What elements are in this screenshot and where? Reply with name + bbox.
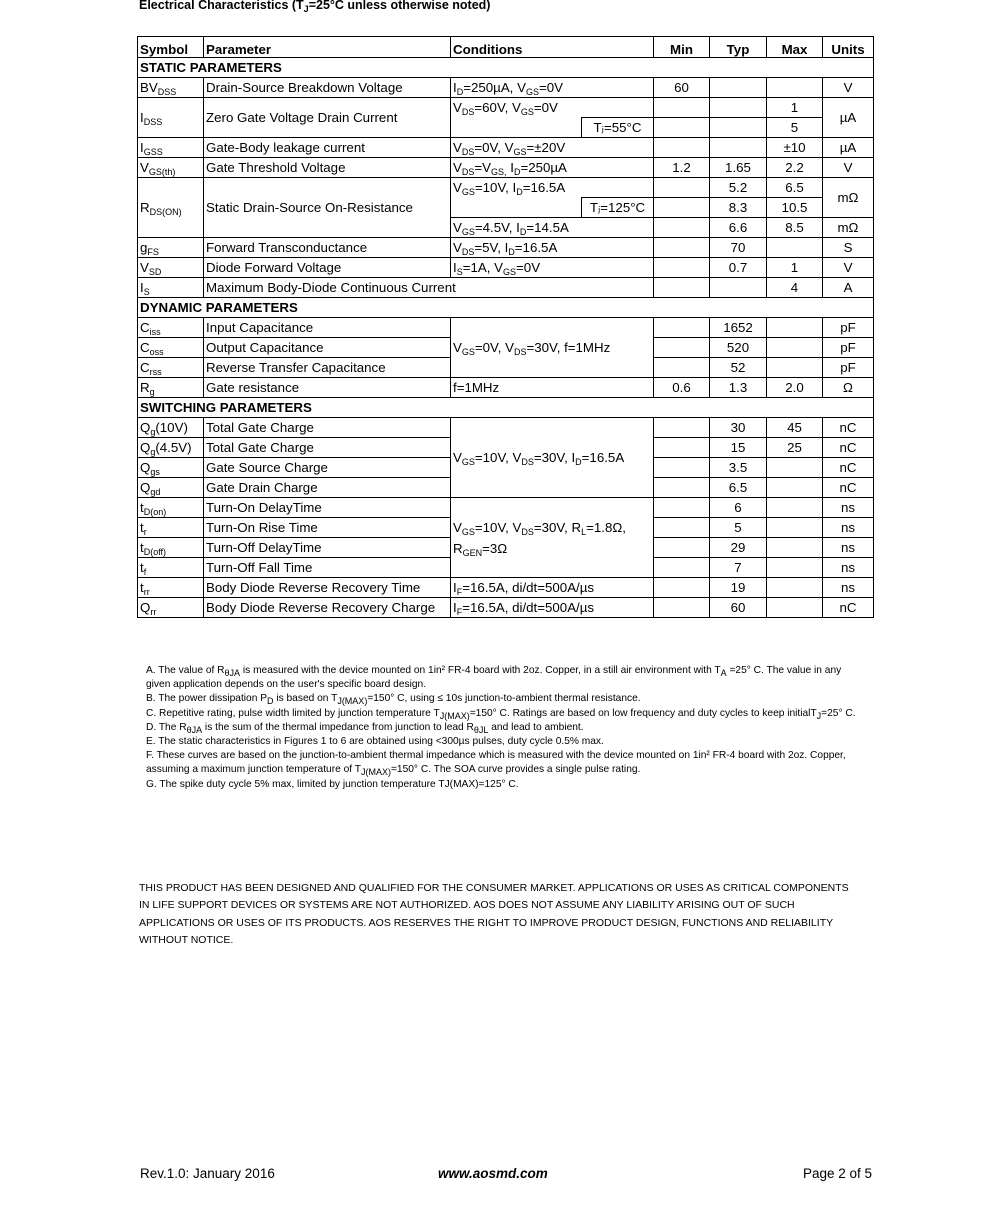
unit-coss: pF	[823, 338, 874, 358]
note-b: B. The power dissipation $P_D$ is based on $T_{J(MAX)}=150^\circ$ C, using ≤ 10s junction-to-ambient thermal resistance.	[146, 693, 641, 707]
max-rg: 2.0	[767, 378, 823, 398]
unit-qgd: nC	[823, 478, 874, 498]
param-is: Maximum Body-Diode Continuous Current	[204, 278, 654, 298]
table-row	[138, 278, 874, 298]
table-row	[138, 158, 874, 178]
unit-qg45: nC	[823, 438, 874, 458]
typ-qgd: 6.5	[710, 478, 767, 498]
typ-gfs: 70	[710, 238, 767, 258]
param-idss: Zero Gate Voltage Drain Current	[204, 98, 451, 138]
cond-capacitance: $V_{GS}=0V$, $V_{DS}=30V$, f=1MHz	[451, 318, 654, 378]
disclaimer: THIS PRODUCT HAS BEEN DESIGNED AND QUALIFIED FOR THE CONSUMER MARKET. APPLICATIONS OR USES AS CRITICAL COMPONENTS IN LIFE SUPPORT DEVICES OR SYSTEMS ARE NOT AUTHORIZED. AOS DOES NOT ASSUME ANY LIABILITY ARISING OUT OF SUCH APPLICATIONS OR USES OF ITS PRODUCTS. AOS RESERVES THE RIGHT TO IMPROVE PRODUCT DESIGN, FUNCTIONS AND RELIABILITY WITHOUT NOTICE.	[139, 882, 849, 946]
param-tr: Turn-On Rise Time	[204, 518, 451, 538]
param-vsd: Diode Forward Voltage	[204, 258, 451, 278]
note-d: D. The $R_{\theta JA}$ is the sum of the thermal impedance from junction to lead $R_{\theta JL}$ and lead to ambient.	[146, 721, 584, 735]
note-c: C. Repetitive rating, pulse width limited by junction temperature $T_{J(MAX)}=150^\circ$ C. Ratings are based on low frequency and duty cycles to keep initialT$_J$=25° C.	[146, 707, 856, 721]
cond-qrr: $I_F=16.5A$, di/dt=500A/µs	[451, 598, 654, 618]
typ-tr: 5	[710, 518, 767, 538]
unit-trr: ns	[823, 578, 874, 598]
symbol-idss: $I_{DSS}$	[138, 98, 204, 138]
param-gfs: Forward Transconductance	[204, 238, 451, 258]
note-a: A. The value of $R_{\theta JA}$ is measured with the device mounted on 1in² FR-4 board with 2oz. Copper, in a still air environment with $T_A =25^\circ$ C. The value in any given application depends on the user's specific board design.	[146, 665, 842, 691]
section-dynamic: DYNAMIC PARAMETERS	[138, 298, 874, 318]
table-header-row	[138, 37, 874, 58]
max-rdson-2: 10.5	[767, 198, 823, 218]
unit-qg10: nC	[823, 418, 874, 438]
unit-vgsth: V	[823, 158, 874, 178]
unit-tdoff: ns	[823, 538, 874, 558]
symbol-tf: $t_f$	[138, 558, 204, 578]
symbol-coss: $C_{oss}$	[138, 338, 204, 358]
symbol-trr: $t_{rr}$	[138, 578, 204, 598]
typ-qg45: 15	[710, 438, 767, 458]
electrical-characteristics-table	[137, 36, 874, 618]
cond-gate-charge: $V_{GS}=10V$, $V_{DS}=30V$, $I_D=16.5A$	[451, 418, 654, 498]
symbol-qgs: $Q_{gs}$	[138, 458, 204, 478]
max-rdson-1: 6.5	[767, 178, 823, 198]
max-idss-2: 5	[767, 118, 823, 138]
table-row	[138, 98, 874, 118]
cond-trr: $I_F=16.5A$, di/dt=500A/µs	[451, 578, 654, 598]
symbol-qrr: $Q_{rr}$	[138, 598, 204, 618]
header-units: Units	[823, 37, 874, 58]
note-e: E. The static characteristics in Figures 1 to 6 are obtained using <300µs pulses, duty cycle 0.5% max.	[146, 736, 604, 748]
footnotes	[146, 664, 866, 792]
table-row	[138, 138, 874, 158]
symbol-rdson: $R_{DS(ON)}$	[138, 178, 204, 238]
symbol-vsd: $V_{SD}$	[138, 258, 204, 278]
unit-igss: µA	[823, 138, 874, 158]
header-max: Max	[767, 37, 823, 58]
max-qg45: 25	[767, 438, 823, 458]
symbol-igss: $I_{GSS}$	[138, 138, 204, 158]
unit-idss: µA	[823, 98, 874, 138]
unit-tf: ns	[823, 558, 874, 578]
param-qg10: Total Gate Charge	[204, 418, 451, 438]
symbol-tdon: $t_{D(on)}$	[138, 498, 204, 518]
unit-rg: Ω	[823, 378, 874, 398]
table-row	[138, 418, 874, 438]
symbol-qg45: $Q_g(4.5V)$	[138, 438, 204, 458]
table-row	[138, 578, 874, 598]
typ-tdon: 6	[710, 498, 767, 518]
param-qrr: Body Diode Reverse Recovery Charge	[204, 598, 451, 618]
param-bvdss: Drain-Source Breakdown Voltage	[204, 78, 451, 98]
table-row	[138, 598, 874, 618]
param-igss: Gate-Body leakage current	[204, 138, 451, 158]
min-bvdss: 60	[654, 78, 710, 98]
max-vsd: 1	[767, 258, 823, 278]
param-tdoff: Turn-Off DelayTime	[204, 538, 451, 558]
table-row	[138, 498, 874, 518]
symbol-crss: $C_{rss}$	[138, 358, 204, 378]
section-switching: SWITCHING PARAMETERS	[138, 398, 874, 418]
typ-ciss: 1652	[710, 318, 767, 338]
cond-gfs: $V_{DS}=5V$, $I_D=16.5A$	[451, 238, 654, 258]
max-idss-1: 1	[767, 98, 823, 118]
param-qgd: Gate Drain Charge	[204, 478, 451, 498]
unit-rdson-1: mΩ	[823, 178, 874, 218]
tj-idss: Tⱼ=55°C	[582, 118, 654, 138]
typ-coss: 520	[710, 338, 767, 358]
param-tf: Turn-Off Fall Time	[204, 558, 451, 578]
max-igss: ±10	[767, 138, 823, 158]
unit-crss: pF	[823, 358, 874, 378]
unit-qgs: nC	[823, 458, 874, 478]
symbol-qg10: $Q_g(10V)$	[138, 418, 204, 438]
symbol-tdoff: $t_{D(off)}$	[138, 538, 204, 558]
cond-vsd: $I_S=1A$, $V_{GS}=0V$	[451, 258, 654, 278]
symbol-rg: $R_g$	[138, 378, 204, 398]
param-crss: Reverse Transfer Capacitance	[204, 358, 451, 378]
cond-rg: f=1MHz	[451, 378, 654, 398]
symbol-bvdss: $BV_{DSS}$	[138, 78, 204, 98]
note-g: G. The spike duty cycle 5% max, limited by junction temperature TJ(MAX)=125° C.	[146, 778, 519, 790]
min-rg: 0.6	[654, 378, 710, 398]
page-title: Electrical Characteristics ($T_J=25^\circ C$ unless otherwise noted)	[139, 0, 491, 14]
cond-bvdss: $I_D=250\mu A$, $V_{GS}=0V$	[451, 78, 654, 98]
header-symbol: Symbol	[138, 37, 204, 58]
unit-is: A	[823, 278, 874, 298]
max-vgsth: 2.2	[767, 158, 823, 178]
footer-revision: Rev.1.0: January 2016	[140, 1166, 275, 1181]
param-trr: Body Diode Reverse Recovery Time	[204, 578, 451, 598]
unit-bvdss: V	[823, 78, 874, 98]
cond-vgsth: $V_{DS}=V_{GS,}$ $I_D=250\mu A$	[451, 158, 654, 178]
param-coss: Output Capacitance	[204, 338, 451, 358]
max-is: 4	[767, 278, 823, 298]
typ-qrr: 60	[710, 598, 767, 618]
cond-rdson-3: $V_{GS}=4.5V$, $I_D=14.5A$	[451, 218, 654, 238]
unit-tr: ns	[823, 518, 874, 538]
param-vgsth: Gate Threshold Voltage	[204, 158, 451, 178]
unit-qrr: nC	[823, 598, 874, 618]
table-row	[138, 378, 874, 398]
symbol-tr: $t_r$	[138, 518, 204, 538]
typ-vgsth: 1.65	[710, 158, 767, 178]
typ-tf: 7	[710, 558, 767, 578]
param-qgs: Gate Source Charge	[204, 458, 451, 478]
note-f: F. These curves are based on the junction-to-ambient thermal impedance which is measured with the device mounted on 1in² FR-4 board with 2oz. Copper, assuming a maximum junction temperature of $T_{J(MAX)}=150^\circ$ C. The SOA curve provides a single pulse rating.	[146, 750, 846, 778]
unit-tdon: ns	[823, 498, 874, 518]
symbol-ciss: $C_{iss}$	[138, 318, 204, 338]
param-rdson: Static Drain-Source On-Resistance	[204, 178, 451, 238]
unit-ciss: pF	[823, 318, 874, 338]
table-row	[138, 318, 874, 338]
symbol-is: $I_S$	[138, 278, 204, 298]
typ-qg10: 30	[710, 418, 767, 438]
typ-rdson-1: 5.2	[710, 178, 767, 198]
param-tdon: Turn-On DelayTime	[204, 498, 451, 518]
table-row	[138, 78, 874, 98]
header-parameter: Parameter	[204, 37, 451, 58]
header-typ: Typ	[710, 37, 767, 58]
max-qg10: 45	[767, 418, 823, 438]
header-min: Min	[654, 37, 710, 58]
footer-page-number: Page 2 of 5	[803, 1166, 873, 1181]
header-conditions: Conditions	[451, 37, 654, 58]
table-row	[138, 258, 874, 278]
symbol-gfs: $g_{FS}$	[138, 238, 204, 258]
symbol-qgd: $Q_{gd}$	[138, 478, 204, 498]
unit-gfs: S	[823, 238, 874, 258]
footer-website-link[interactable]: www.aosmd.com	[438, 1166, 548, 1181]
param-ciss: Input Capacitance	[204, 318, 451, 338]
cond-idss: $V_{DS}=60V$, $V_{GS}=0V$	[451, 98, 582, 118]
typ-crss: 52	[710, 358, 767, 378]
cond-switching: $V_{GS}=10V$, $V_{DS}=30V$, $R_L=1.8\Omega$, $R_{GEN}=3\Omega$	[451, 498, 654, 578]
param-qg45: Total Gate Charge	[204, 438, 451, 458]
typ-tdoff: 29	[710, 538, 767, 558]
typ-rg: 1.3	[710, 378, 767, 398]
typ-qgs: 3.5	[710, 458, 767, 478]
table-row	[138, 238, 874, 258]
min-vgsth: 1.2	[654, 158, 710, 178]
unit-vsd: V	[823, 258, 874, 278]
typ-vsd: 0.7	[710, 258, 767, 278]
typ-rdson-3: 6.6	[710, 218, 767, 238]
cond-rdson-1: $V_{GS}=10V$, $I_D=16.5A$	[451, 178, 582, 198]
max-rdson-3: 8.5	[767, 218, 823, 238]
typ-trr: 19	[710, 578, 767, 598]
tj-rdson: Tⱼ=125°C	[582, 198, 654, 218]
unit-rdson-2: mΩ	[823, 218, 874, 238]
symbol-vgsth: $V_{GS(th)}$	[138, 158, 204, 178]
cond-igss: $V_{DS}=0V$, $V_{GS}=\pm 20V$	[451, 138, 654, 158]
typ-rdson-2: 8.3	[710, 198, 767, 218]
section-static: STATIC PARAMETERS	[138, 58, 874, 78]
param-rg: Gate resistance	[204, 378, 451, 398]
table-row	[138, 178, 874, 198]
